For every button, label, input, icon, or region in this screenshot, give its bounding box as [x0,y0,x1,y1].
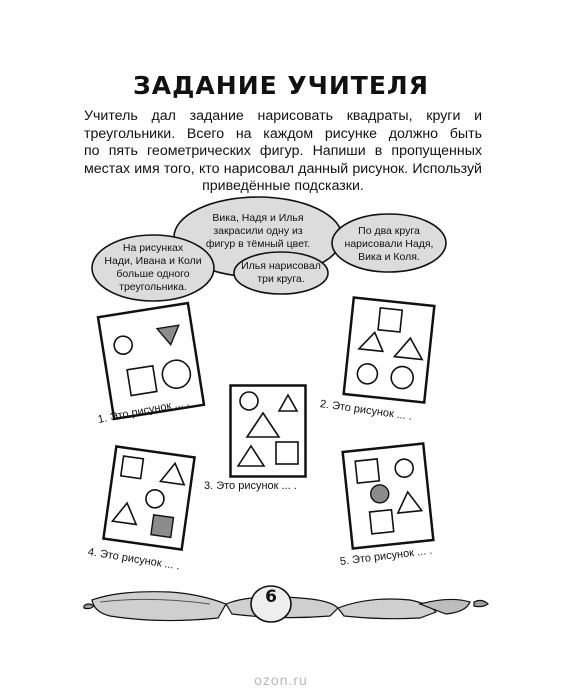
hint-line: больше одного [116,268,190,280]
page-number: 6 [265,587,277,607]
hint-line: фигур в тёмный цвет. [205,237,311,250]
caption-picture-3: 3. Это рисунок ... . [204,480,297,492]
hint-line: Нади, Ивана и Коли [104,255,202,267]
hint-line: нарисовали Надя, [344,237,434,250]
hint-line: Илья нарисовал [241,260,321,272]
page-title: ЗАДАНИЕ УЧИТЕЛЯ [133,71,429,100]
caption-picture-2: 2. Это рисунок ... . [319,398,413,423]
task-text-line: Учитель дал задание нарисовать квадраты, круги и [84,108,482,124]
caption-picture-1: 1. Это рисунок ... . [96,396,191,426]
hint-line: три круга. [257,273,305,285]
task-text-line: по пять геометрических фигур. Напиши в пропущенных [84,143,482,159]
pebble [84,604,94,609]
task-text-line: приведённые подсказки. [202,178,364,194]
hint-line: Вика, Надя и Илья [212,211,304,224]
caption-picture-4: 4. Это рисунок ... . [87,546,181,573]
watermark: ozon.ru [254,672,308,688]
task-text-line: местах имя того, кто нарисовал данный рисунок. Используй [84,160,482,177]
hint-line: треугольника. [119,281,187,293]
hint-line: По два круга [358,224,420,237]
hint-line: На рисунках [122,242,184,254]
pebble [474,600,488,606]
hint-line: Вика и Коля. [358,250,420,263]
stone-left [92,592,226,621]
caption-picture-5: 5. Это рисунок ... . [339,544,433,568]
hint-line: закрасили одну из [213,224,303,237]
stone-right [338,599,436,619]
task-text-line: треугольники. Всего на каждом рисунке должно быть [84,125,482,142]
